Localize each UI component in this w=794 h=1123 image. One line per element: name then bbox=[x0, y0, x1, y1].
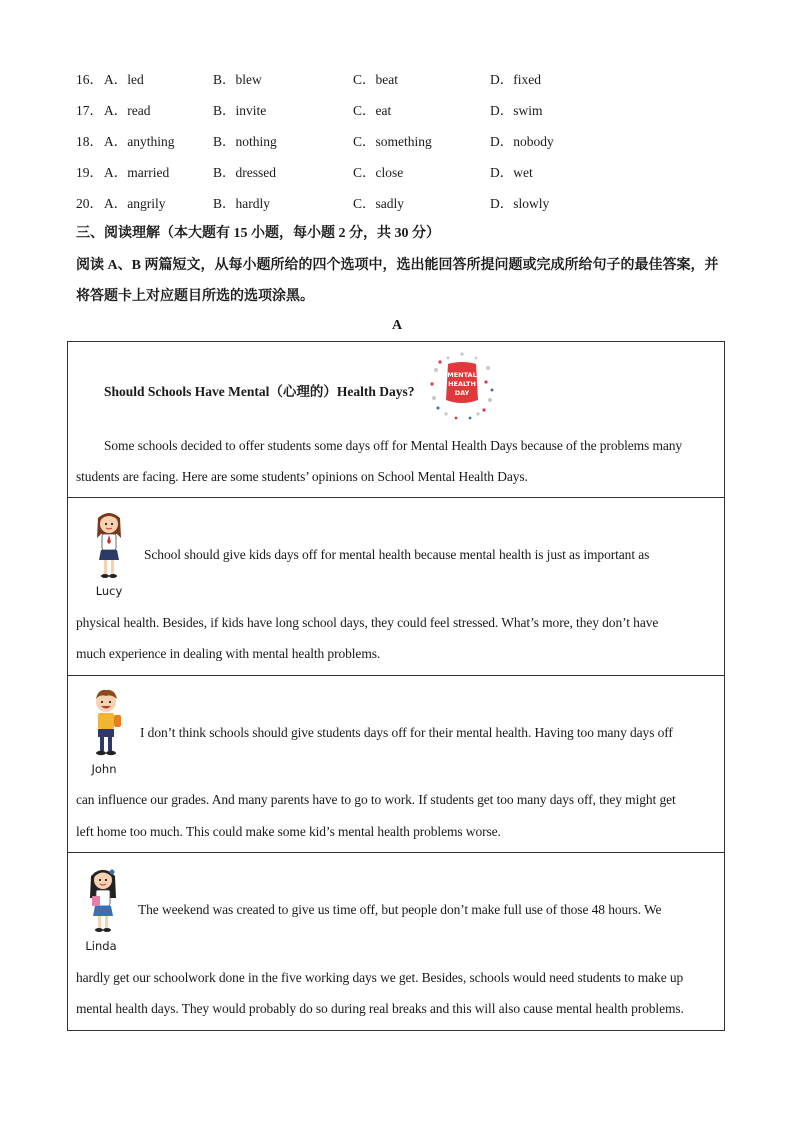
instruction-line-1: 阅读 A、B 两篇短文，从每小题所给的四个选项中，选出能回答所提问题或完成所给句子的最佳答案，并 bbox=[76, 258, 719, 273]
mental-health-day-badge-icon bbox=[426, 350, 498, 422]
linda-opinion-line-3: mental health days. They would probably do so during real breaks and this will also cause mental health problems. bbox=[76, 1001, 684, 1016]
option-b[interactable]: B．invite bbox=[213, 103, 267, 118]
badge-line-1: MENTAL bbox=[447, 371, 477, 379]
lucy-opinion-line-1: School should give kids days off for mental health because mental health is just as important as bbox=[144, 547, 650, 562]
john-opinion-line-1: I don’t think schools should give students days off for their mental health. Having too many days off bbox=[140, 725, 673, 740]
option-b[interactable]: B．nothing bbox=[213, 134, 277, 149]
option-b[interactable]: B．blew bbox=[213, 72, 262, 87]
option-a[interactable]: A．anything bbox=[104, 134, 175, 149]
linda-name-label: Linda bbox=[85, 939, 117, 953]
question-number: 18． bbox=[76, 134, 103, 149]
row-divider bbox=[67, 497, 725, 498]
option-a[interactable]: A．angrily bbox=[104, 196, 166, 211]
option-a[interactable]: A．read bbox=[104, 103, 151, 118]
row-divider bbox=[67, 852, 725, 853]
linda-opinion-line-1: The weekend was created to give us time off, but people don’t make full use of those 48 hours. We bbox=[138, 902, 662, 917]
section-title: 三、阅读理解（本大题有 15 小题，每小题 2 分，共 30 分） bbox=[76, 226, 440, 241]
linda-opinion-line-2: hardly get our schoolwork done in the five working days we get. Besides, schools would need students to make up bbox=[76, 970, 684, 985]
badge-line-3: DAY bbox=[454, 389, 470, 397]
option-b[interactable]: B．hardly bbox=[213, 196, 270, 211]
question-number: 20． bbox=[76, 196, 103, 211]
lucy-name-label: Lucy bbox=[95, 584, 123, 598]
question-number: 19． bbox=[76, 165, 103, 180]
question-number: 16． bbox=[76, 72, 103, 87]
option-d[interactable]: D．swim bbox=[490, 103, 543, 118]
option-a[interactable]: A．led bbox=[104, 72, 144, 87]
option-a[interactable]: A．married bbox=[104, 165, 170, 180]
instruction-line-2: 将答题卡上对应题目所选的选项涂黑。 bbox=[76, 289, 314, 304]
option-c[interactable]: C．close bbox=[353, 165, 404, 180]
badge-line-2: HEALTH bbox=[448, 380, 476, 388]
john-opinion-line-2: can influence our grades. And many parents have to go to work. If students get too many days off, they might get bbox=[76, 792, 676, 807]
passage-label: A bbox=[391, 318, 403, 333]
option-d[interactable]: D．wet bbox=[490, 165, 533, 180]
intro-line-1: Some schools decided to offer students some days off for Mental Health Days because of the problems many bbox=[104, 438, 683, 453]
option-c[interactable]: C．sadly bbox=[353, 196, 405, 211]
linda-avatar-icon bbox=[84, 864, 122, 936]
row-divider bbox=[67, 675, 725, 676]
intro-line-2: students are facing. Here are some students’ opinions on School Mental Health Days. bbox=[76, 469, 528, 484]
john-name-label: John bbox=[91, 762, 117, 776]
option-b[interactable]: B．dressed bbox=[213, 165, 276, 180]
option-c[interactable]: C．beat bbox=[353, 72, 398, 87]
john-opinion-line-3: left home too much. This could make some kid’s mental health problems worse. bbox=[76, 824, 501, 839]
article-title: Should Schools Have Mental（心理的）Health Days? bbox=[104, 384, 415, 399]
option-c[interactable]: C．something bbox=[353, 134, 432, 149]
option-c[interactable]: C．eat bbox=[353, 103, 392, 118]
john-avatar-icon bbox=[86, 686, 126, 760]
question-number: 17． bbox=[76, 103, 103, 118]
option-d[interactable]: D．slowly bbox=[490, 196, 550, 211]
lucy-opinion-line-3: much experience in dealing with mental health problems. bbox=[76, 646, 381, 661]
option-d[interactable]: D．nobody bbox=[490, 134, 554, 149]
lucy-opinion-line-2: physical health. Besides, if kids have long school days, they could feel stressed. What’s more, they don’t have bbox=[76, 615, 659, 630]
lucy-avatar-icon bbox=[90, 508, 128, 582]
option-d[interactable]: D．fixed bbox=[490, 72, 541, 87]
